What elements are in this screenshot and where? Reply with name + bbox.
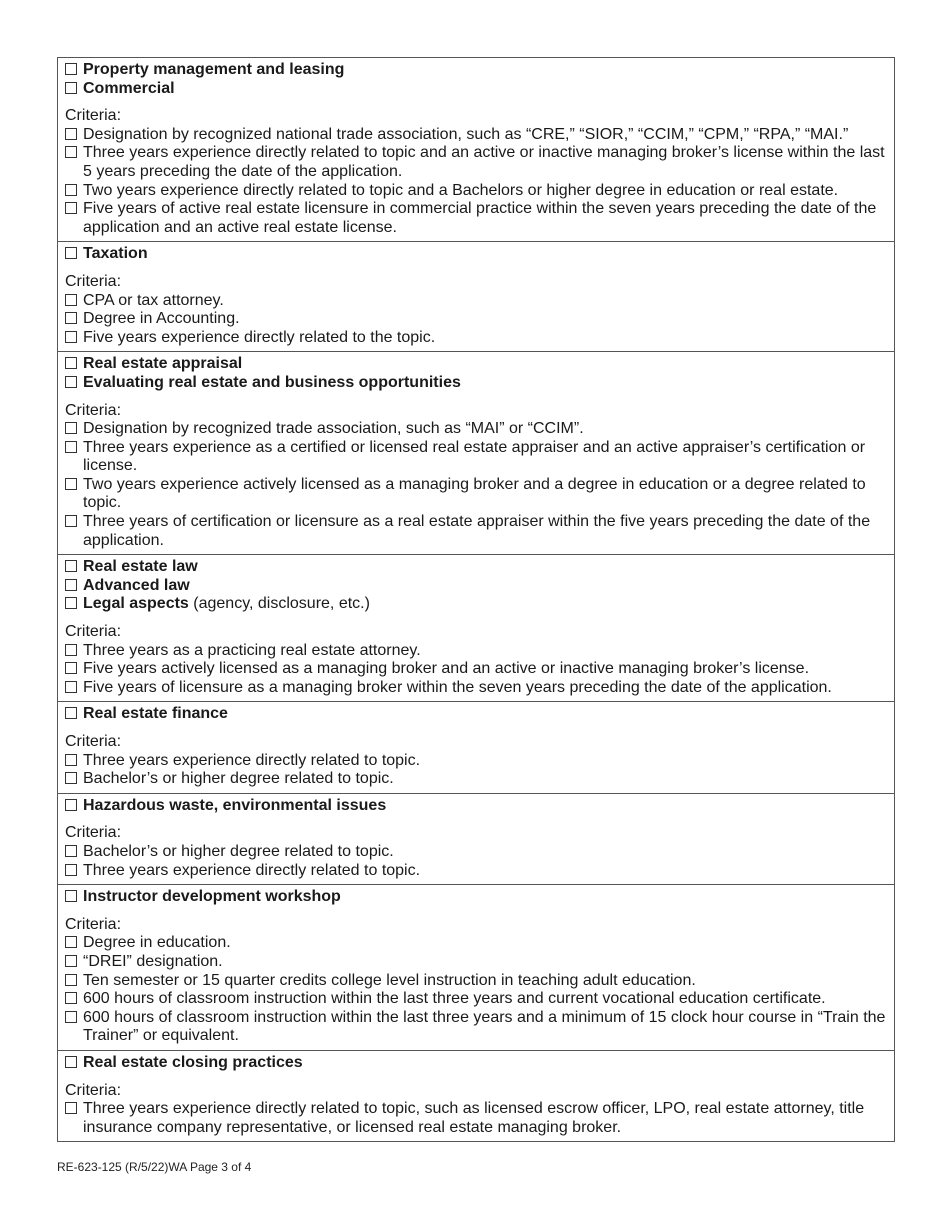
topic-taxation[interactable] <box>65 245 888 264</box>
topic-label: Real estate appraisal <box>83 355 243 373</box>
criterion-item[interactable] <box>65 144 888 181</box>
topic-advanced-law[interactable] <box>65 577 888 596</box>
criteria-label: Criteria: <box>65 401 122 419</box>
criterion-text: Degree in education. <box>83 934 231 952</box>
topic-real-estate-finance[interactable] <box>65 705 888 724</box>
criterion-text: Three years experience as a certified or licensed real estate appraiser and an active appraiser’s certification or license. <box>83 438 866 475</box>
criterion-item[interactable] <box>65 752 888 771</box>
section-taxation <box>58 241 894 351</box>
criteria-label: Criteria: <box>65 272 122 290</box>
criterion-item[interactable] <box>65 292 888 311</box>
topic-checkbox[interactable] <box>65 799 77 811</box>
criterion-text: Three years experience directly related to topic and an active or inactive managing broker’s license within the last 5 years preceding the date of the application. <box>83 144 885 180</box>
criteria-label: Criteria: <box>65 1081 122 1099</box>
criterion-checkbox[interactable] <box>65 955 77 967</box>
topic-checkbox[interactable] <box>65 376 77 388</box>
section-hazardous-waste-environmental-issues <box>58 793 894 884</box>
criterion-text: Five years actively licensed as a managing broker and an active or inactive managing broker’s license. <box>83 660 810 678</box>
criterion-text: Designation by recognized national trade association, such as “CRE,” “SIOR,” “CCIM,” “CPM,” “RPA,” “MAI.” <box>83 125 849 143</box>
criterion-text: Three years as a practicing real estate attorney. <box>83 641 421 659</box>
criteria-label: Criteria: <box>65 733 122 750</box>
topic-checkbox[interactable] <box>65 579 77 591</box>
criterion-text: Five years experience directly related to the topic. <box>83 328 436 346</box>
criterion-checkbox[interactable] <box>65 146 77 158</box>
criterion-checkbox[interactable] <box>65 662 77 674</box>
criterion-checkbox[interactable] <box>65 202 77 214</box>
topic-label: Hazardous waste, environmental issues <box>83 796 387 814</box>
criterion-item[interactable] <box>65 329 888 348</box>
criterion-item[interactable] <box>65 439 888 476</box>
section-instructor-development-workshop <box>58 884 894 1050</box>
topic-checkbox[interactable] <box>65 707 77 719</box>
topic-legal-aspects[interactable] <box>65 595 888 614</box>
criterion-checkbox[interactable] <box>65 845 77 857</box>
criterion-text: Five years of licensure as a managing broker within the seven years preceding the date of the application. <box>83 678 832 696</box>
topic-checkbox[interactable] <box>65 597 77 609</box>
criterion-checkbox[interactable] <box>65 184 77 196</box>
criterion-item[interactable] <box>65 642 888 661</box>
criterion-text: Three years experience directly related to topic. <box>83 861 421 879</box>
topic-label: Taxation <box>83 245 148 263</box>
criterion-item[interactable] <box>65 862 888 881</box>
topic-note: (agency, disclosure, etc.) <box>188 595 370 613</box>
criterion-text: Three years of certification or licensure as a real estate appraiser within the five years preceding the date of the application. <box>83 513 871 549</box>
criterion-text: CPA or tax attorney. <box>83 291 224 309</box>
criterion-checkbox[interactable] <box>65 331 77 343</box>
criterion-checkbox[interactable] <box>65 681 77 693</box>
topic-evaluating-real-estate-and-business-opportunities[interactable] <box>65 374 888 393</box>
criterion-text: Three years experience directly related to topic. <box>83 751 421 769</box>
section-real-estate-closing-practices <box>58 1050 894 1141</box>
topic-checkbox[interactable] <box>65 63 77 75</box>
topic-checkbox[interactable] <box>65 357 77 369</box>
criterion-item[interactable] <box>65 513 888 550</box>
criterion-text: 600 hours of classroom instruction within the last three years and current vocational education certificate. <box>83 990 826 1008</box>
criterion-item[interactable] <box>65 679 888 698</box>
criterion-checkbox[interactable] <box>65 312 77 324</box>
criterion-checkbox[interactable] <box>65 478 77 490</box>
criterion-text: “DREI” designation. <box>83 952 223 970</box>
criterion-item[interactable] <box>65 200 888 237</box>
criterion-item[interactable] <box>65 126 888 145</box>
topic-commercial[interactable] <box>65 80 888 99</box>
criterion-checkbox[interactable] <box>65 1011 77 1023</box>
topic-checkbox[interactable] <box>65 247 77 259</box>
criteria-label: Criteria: <box>65 824 122 842</box>
topic-real-estate-law[interactable] <box>65 558 888 577</box>
topic-checkbox[interactable] <box>65 890 77 902</box>
criterion-checkbox[interactable] <box>65 422 77 434</box>
criterion-checkbox[interactable] <box>65 974 77 986</box>
criterion-checkbox[interactable] <box>65 515 77 527</box>
criterion-text: 600 hours of classroom instruction within the last three years and a minimum of 15 clock hour course in “Train the Trainer” or equivalent. <box>83 1008 886 1045</box>
criterion-item[interactable] <box>65 1009 888 1046</box>
criterion-item[interactable] <box>65 182 888 201</box>
criterion-item[interactable] <box>65 1100 888 1137</box>
topic-checkbox[interactable] <box>65 560 77 572</box>
topic-label: Real estate law <box>83 558 198 576</box>
topic-checkbox[interactable] <box>65 1056 77 1068</box>
criterion-checkbox[interactable] <box>65 772 77 784</box>
topic-label: Real estate finance <box>83 705 228 723</box>
criteria-label: Criteria: <box>65 623 122 641</box>
topic-instructor-development-workshop[interactable] <box>65 888 888 907</box>
topic-label: Property management and leasing <box>83 61 345 78</box>
topic-label: Instructor development workshop <box>83 888 341 906</box>
criterion-text: Ten semester or 15 quarter credits college level instruction in teaching adult education. <box>83 971 696 989</box>
criterion-text: Bachelor’s or higher degree related to topic. <box>83 842 394 860</box>
criterion-checkbox[interactable] <box>65 936 77 948</box>
criteria-label: Criteria: <box>65 915 122 933</box>
criteria-form <box>57 57 895 1142</box>
criterion-checkbox[interactable] <box>65 128 77 140</box>
topic-checkbox[interactable] <box>65 82 77 94</box>
criterion-checkbox[interactable] <box>65 864 77 876</box>
criterion-text: Two years experience directly related to topic and a Bachelors or higher degree in education or real estate. <box>83 181 839 199</box>
topic-real-estate-appraisal[interactable] <box>65 355 888 374</box>
section-real-estate-law <box>58 554 894 701</box>
topic-hazardous-waste-environmental-issues[interactable] <box>65 797 888 816</box>
criterion-checkbox[interactable] <box>65 754 77 766</box>
topic-label: Real estate closing practices <box>83 1053 303 1071</box>
criterion-item[interactable] <box>65 310 888 329</box>
page-footer: RE-623-125 (R/5/22)WA Page 3 of 4 <box>57 1160 252 1174</box>
criterion-item[interactable] <box>65 953 888 972</box>
criterion-checkbox[interactable] <box>65 644 77 656</box>
criterion-item[interactable] <box>65 770 888 789</box>
criterion-text: Three years experience directly related to topic, such as licensed escrow officer, LPO, real estate attorney, title insurance company representative, or licensed real estate managing broker. <box>83 1100 865 1136</box>
topic-property-management-and-leasing[interactable] <box>65 61 888 80</box>
criterion-text: Designation by recognized trade association, such as “MAI” or “CCIM”. <box>83 420 584 438</box>
topic-label: Commercial <box>83 79 175 97</box>
topic-label: Advanced law <box>83 576 190 594</box>
criteria-label: Criteria: <box>65 107 122 125</box>
criterion-item[interactable] <box>65 972 888 991</box>
criterion-item[interactable] <box>65 990 888 1009</box>
criterion-text: Bachelor’s or higher degree related to topic. <box>83 770 394 788</box>
topic-label: Legal aspects <box>83 595 189 613</box>
criterion-item[interactable] <box>65 843 888 862</box>
criterion-checkbox[interactable] <box>65 1102 77 1114</box>
criterion-item[interactable] <box>65 420 888 439</box>
criterion-text: Degree in Accounting. <box>83 310 240 328</box>
criterion-item[interactable] <box>65 660 888 679</box>
criterion-checkbox[interactable] <box>65 992 77 1004</box>
section-property-management-and-leasing <box>58 58 894 241</box>
criterion-text: Two years experience actively licensed as a managing broker and a degree in education or a degree related to topic. <box>83 475 866 512</box>
criterion-checkbox[interactable] <box>65 441 77 453</box>
topic-real-estate-closing-practices[interactable] <box>65 1054 888 1073</box>
criterion-text: Five years of active real estate licensure in commercial practice within the seven years preceding the date of the application and an active real estate license. <box>83 200 877 236</box>
criterion-item[interactable] <box>65 934 888 953</box>
criterion-item[interactable] <box>65 476 888 513</box>
topic-label: Evaluating real estate and business opportunities <box>83 373 461 391</box>
criterion-checkbox[interactable] <box>65 294 77 306</box>
section-real-estate-finance <box>58 701 894 792</box>
section-real-estate-appraisal <box>58 351 894 554</box>
